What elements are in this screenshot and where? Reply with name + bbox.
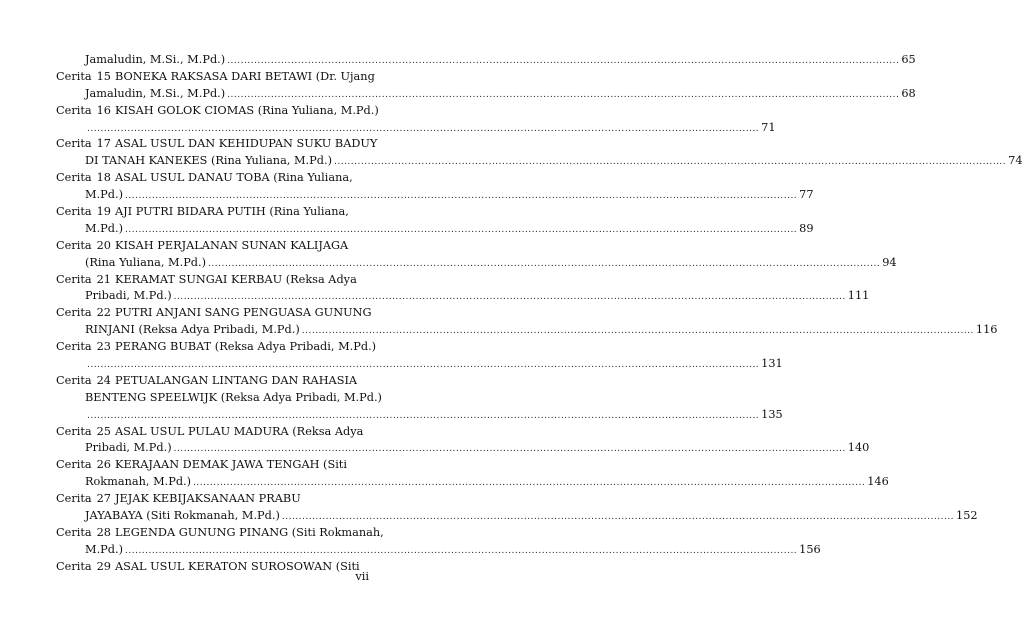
toc-entry-label: Cerita [56, 103, 92, 117]
toc-entry-continuation [56, 221, 814, 238]
toc-entry-title: JAYABAYA (Siti Rokmanah, M.Pd.) [85, 509, 280, 523]
toc-entry-title: KISAH GOLOK CIOMAS (Rina Yuliana, M.Pd.) [115, 103, 379, 117]
toc-page-number: 152 [956, 509, 978, 523]
toc-entry-title: M.Pd.) [85, 542, 123, 556]
toc-entry-continuation [56, 86, 916, 103]
toc-entry-continuation [56, 120, 776, 137]
toc-entry-title: PETUALANGAN LINTANG DAN RAHASIA [115, 373, 358, 387]
toc-entry-title: Rokmanah, M.Pd.) [85, 475, 192, 489]
toc-page-number: 140 [847, 441, 870, 455]
toc-entry-title: Jamaludin, M.Si., M.Pd.) [85, 86, 226, 100]
toc-entry-heading [56, 559, 368, 576]
toc-leader-dots: ........................................................................................................................................................................................................ [227, 89, 900, 100]
toc-entry-label: Cerita [56, 458, 92, 472]
toc-leader-dots: ........................................................................................................................................................................................................ [125, 545, 798, 556]
toc-entry-continuation [56, 542, 821, 559]
toc-leader-dots: ........................................................................................................................................................................................................ [87, 123, 760, 134]
toc-entry-number: 22 [96, 306, 111, 320]
toc-entry-continuation [56, 52, 916, 69]
toc-entry-title: M.Pd.) [85, 188, 123, 202]
toc-entry-number: 28 [96, 525, 111, 539]
toc-entry-heading [56, 238, 368, 255]
toc-leader-dots: ........................................................................................................................................................................................................ [333, 157, 1007, 168]
toc-entry-continuation [56, 187, 814, 204]
toc-entry-title: M.Pd.) [85, 221, 123, 235]
toc-entry-heading [56, 305, 372, 322]
toc-leader-dots: ........................................................................................................................................................................................................ [227, 56, 900, 66]
toc-entry-title: AJI PUTRI BIDARA PUTIH (Rina Yuliana, [115, 205, 349, 219]
toc-entry-title: Pribadi, M.Pd.) [85, 441, 172, 455]
toc-entry-number: 27 [96, 492, 111, 506]
toc-entry-title: PERANG BUBAT (Reksa Adya Pribadi, M.Pd.) [115, 340, 377, 354]
toc-entry-label: Cerita [56, 559, 92, 573]
toc-page-number: 74 [1008, 154, 1023, 168]
toc-entry-continuation [56, 255, 897, 272]
toc-entry-heading [56, 103, 379, 120]
toc-entry-title: ASAL USUL PULAU MADURA (Reksa Adya [115, 424, 364, 438]
toc-entry-label: Cerita [56, 205, 92, 219]
toc-entry-title: RINJANI (Reksa Adya Pribadi, M.Pd.) [85, 323, 300, 337]
toc-entry-label: Cerita [56, 424, 92, 438]
toc-entry-heading [56, 272, 368, 289]
toc-entry-continuation [56, 440, 870, 457]
toc-page-number: 77 [799, 188, 814, 202]
toc-page-number: 131 [761, 357, 783, 371]
toc-entry-continuation [56, 288, 870, 305]
toc-page-number: 94 [882, 255, 897, 269]
page-number-folio: vii [355, 570, 369, 583]
toc-entry-heading [56, 69, 375, 86]
toc-entry-continuation [56, 474, 889, 491]
toc-entry-number: 25 [96, 424, 111, 438]
toc-entry-title: ASAL USUL KERATON SUROSOWAN (Siti [115, 559, 360, 573]
toc-entry-label: Cerita [56, 373, 92, 387]
toc-entry-heading [56, 204, 368, 221]
toc-page-number: 65 [901, 53, 916, 66]
toc-entry-number: 18 [96, 171, 111, 185]
toc-leader-dots: ........................................................................................................................................................................................................ [173, 292, 846, 303]
toc-entry-label: Cerita [56, 171, 92, 185]
toc-entry-heading [56, 424, 368, 441]
toc-entry-continuation [56, 356, 783, 373]
toc-entry-label: Cerita [56, 137, 92, 151]
toc-entry-number: 17 [96, 137, 111, 151]
toc-entry-title: BONEKA RAKSASA DARI BETAWI (Dr. Ujang [115, 69, 375, 83]
toc-entry-heading [56, 457, 368, 474]
toc-leader-dots: ........................................................................................................................................................................................................ [125, 191, 798, 202]
toc-entry-number: 24 [96, 373, 111, 387]
toc-entry-label: Cerita [56, 340, 92, 354]
toc-entry-heading [56, 491, 368, 508]
toc-page-number: 68 [901, 86, 916, 100]
toc-entry-title: DI TANAH KANEKES (Rina Yuliana, M.Pd.) [85, 154, 332, 168]
toc-leader-dots: ........................................................................................................................................................................................................ [87, 360, 760, 371]
toc-entry-number: 19 [96, 205, 111, 219]
toc-leader-dots: ........................................................................................................................................................................................................ [301, 326, 974, 337]
toc-entry-label: Cerita [56, 492, 92, 506]
toc-entry-continuation [56, 390, 382, 407]
toc-entry-number: 15 [96, 69, 111, 83]
toc-leader-dots: ........................................................................................................................................................................................................ [208, 258, 881, 269]
toc-entry-title: Pribadi, M.Pd.) [85, 289, 172, 303]
toc-entry-label: Cerita [56, 272, 92, 286]
toc-leader-dots: ........................................................................................................................................................................................................ [87, 410, 760, 421]
toc-entry-number: 16 [96, 103, 111, 117]
toc-page-number: 156 [799, 542, 821, 556]
toc-entry-heading [56, 525, 384, 542]
toc-leader-dots: ........................................................................................................................................................................................................ [125, 224, 798, 235]
toc-entry-heading [56, 373, 368, 390]
toc-entry-continuation [56, 407, 783, 424]
toc-leader-dots: ........................................................................................................................................................................................................ [281, 512, 955, 523]
table-of-contents [56, 52, 1023, 576]
toc-entry-number: 20 [96, 238, 111, 252]
toc-entry-number: 26 [96, 458, 111, 472]
toc-page-number: 135 [761, 407, 783, 421]
toc-page-number: 111 [847, 289, 870, 303]
toc-entry-continuation [56, 153, 1023, 170]
toc-entry-title: KERAMAT SUNGAI KERBAU (Reksa Adya [115, 272, 357, 286]
toc-entry-title: Jamaludin, M.Si., M.Pd.) [85, 53, 226, 66]
toc-entry-title: JEJAK KEBIJAKSANAAN PRABU [115, 492, 301, 506]
toc-page-number: 116 [975, 323, 998, 337]
toc-entry-label: Cerita [56, 69, 92, 83]
toc-entry-title: BENTENG SPEELWIJK (Reksa Adya Pribadi, M.Pd.) [85, 390, 382, 404]
toc-entry-title: LEGENDA GUNUNG PINANG (Siti Rokmanah, [115, 525, 384, 539]
toc-entry-continuation [56, 508, 978, 525]
toc-entry-number: 23 [96, 340, 111, 354]
toc-entry-title: PUTRI ANJANI SANG PENGUASA GUNUNG [115, 306, 372, 320]
toc-page-number: 146 [867, 475, 889, 489]
toc-entry-title: (Rina Yuliana, M.Pd.) [85, 255, 207, 269]
toc-entry-label: Cerita [56, 525, 92, 539]
toc-entry-title: ASAL USUL DAN KEHIDUPAN SUKU BADUY [115, 137, 378, 151]
toc-entry-label: Cerita [56, 238, 92, 252]
toc-entry-title: KERAJAAN DEMAK JAWA TENGAH (Siti [115, 458, 347, 472]
toc-entry-label: Cerita [56, 306, 92, 320]
toc-entry-heading [56, 339, 377, 356]
toc-entry-number: 21 [96, 272, 111, 286]
toc-entry-heading [56, 136, 378, 153]
toc-entry-continuation [56, 322, 998, 339]
toc-entry-title: ASAL USUL DANAU TOBA (Rina Yuliana, [115, 171, 353, 185]
toc-leader-dots: ........................................................................................................................................................................................................ [173, 444, 846, 455]
toc-page-number: 89 [799, 221, 814, 235]
toc-entry-number: 29 [96, 559, 111, 573]
toc-leader-dots: ........................................................................................................................................................................................................ [193, 478, 866, 489]
toc-entry-heading [56, 170, 368, 187]
toc-entry-title: KISAH PERJALANAN SUNAN KALIJAGA [115, 238, 349, 252]
toc-page-number: 71 [761, 120, 776, 134]
